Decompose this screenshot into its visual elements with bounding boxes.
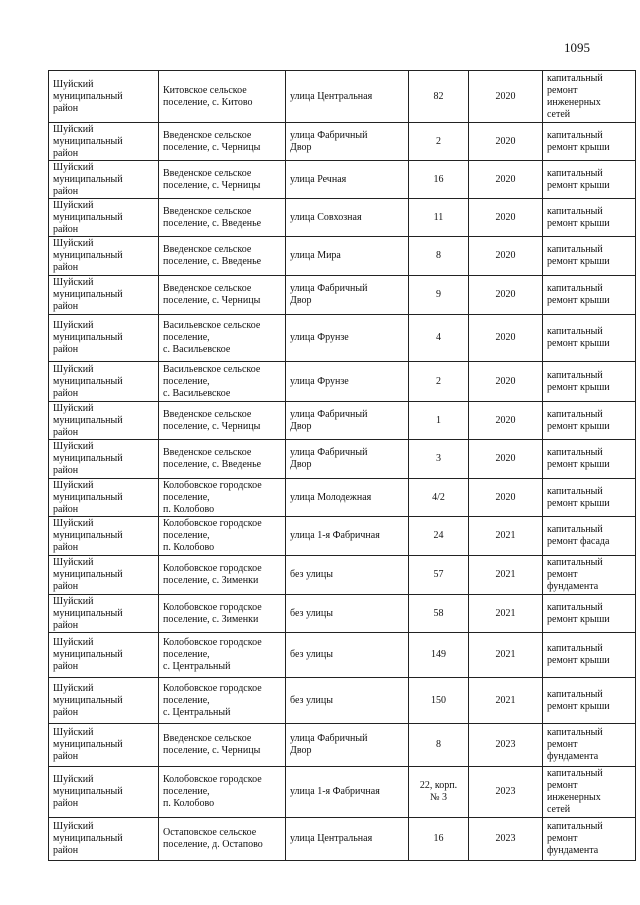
house-number-cell: 4/2 (409, 479, 469, 517)
settlement-cell: Введенское сельское поселение, с. Черницы (159, 123, 286, 161)
repair-schedule-table (48, 70, 636, 861)
street-cell: улица Фабричный Двор (286, 724, 409, 767)
work-type-cell: капитальный ремонт крыши (543, 479, 636, 517)
settlement-cell: Колобовское городское поселение, с. Зименки (159, 595, 286, 633)
work-type-cell: капитальный ремонт крыши (543, 276, 636, 315)
street-cell: улица 1-я Фабричная (286, 517, 409, 556)
district-cell: Шуйский муниципальный район (49, 440, 159, 479)
street-cell: улица Мира (286, 237, 409, 276)
district-cell: Шуйский муниципальный район (49, 276, 159, 315)
work-type-cell: капитальный ремонт фасада (543, 517, 636, 556)
house-number-cell: 24 (409, 517, 469, 556)
house-number-cell: 1 (409, 402, 469, 440)
district-cell: Шуйский муниципальный район (49, 767, 159, 818)
street-cell: улица Центральная (286, 818, 409, 861)
work-type-cell: капитальный ремонт крыши (543, 678, 636, 724)
settlement-cell: Колобовское городское поселение, п. Колобово (159, 517, 286, 556)
street-cell: улица Молодежная (286, 479, 409, 517)
year-cell: 2020 (469, 276, 543, 315)
district-cell: Шуйский муниципальный район (49, 517, 159, 556)
house-number-cell: 22, корп. № 3 (409, 767, 469, 818)
settlement-cell: Васильевское сельское поселение, с. Васильевское (159, 362, 286, 402)
district-cell: Шуйский муниципальный район (49, 818, 159, 861)
house-number-cell: 8 (409, 724, 469, 767)
year-cell: 2021 (469, 678, 543, 724)
table-row (49, 724, 636, 767)
house-number-cell: 8 (409, 237, 469, 276)
work-type-cell: капитальный ремонт инженерных сетей (543, 767, 636, 818)
street-cell: улица Совхозная (286, 199, 409, 237)
district-cell: Шуйский муниципальный район (49, 199, 159, 237)
settlement-cell: Колобовское городское поселение, с. Зименки (159, 556, 286, 595)
house-number-cell: 9 (409, 276, 469, 315)
year-cell: 2021 (469, 595, 543, 633)
year-cell: 2021 (469, 517, 543, 556)
table-row (49, 402, 636, 440)
house-number-cell: 3 (409, 440, 469, 479)
district-cell: Шуйский муниципальный район (49, 237, 159, 276)
house-number-cell: 57 (409, 556, 469, 595)
work-type-cell: капитальный ремонт фундамента (543, 724, 636, 767)
table-row (49, 123, 636, 161)
settlement-cell: Колобовское городское поселение, с. Центральный (159, 633, 286, 678)
house-number-cell: 16 (409, 161, 469, 199)
table-row (49, 161, 636, 199)
page-number: 1095 (564, 40, 590, 55)
district-cell: Шуйский муниципальный район (49, 678, 159, 724)
district-cell: Шуйский муниципальный район (49, 315, 159, 362)
settlement-cell: Введенское сельское поселение, с. Введенье (159, 440, 286, 479)
year-cell: 2020 (469, 315, 543, 362)
year-cell: 2020 (469, 402, 543, 440)
settlement-cell: Введенское сельское поселение, с. Черницы (159, 402, 286, 440)
street-cell: без улицы (286, 678, 409, 724)
work-type-cell: капитальный ремонт крыши (543, 402, 636, 440)
house-number-cell: 11 (409, 199, 469, 237)
work-type-cell: капитальный ремонт крыши (543, 362, 636, 402)
street-cell: улица Фрунзе (286, 315, 409, 362)
street-cell: улица Фабричный Двор (286, 402, 409, 440)
work-type-cell: капитальный ремонт крыши (543, 440, 636, 479)
table-row (49, 276, 636, 315)
district-cell: Шуйский муниципальный район (49, 362, 159, 402)
street-cell: улица Фабричный Двор (286, 440, 409, 479)
work-type-cell: капитальный ремонт крыши (543, 237, 636, 276)
street-cell: улица 1-я Фабричная (286, 767, 409, 818)
year-cell: 2020 (469, 237, 543, 276)
settlement-cell: Введенское сельское поселение, с. Введенье (159, 237, 286, 276)
table-row (49, 633, 636, 678)
settlement-cell: Колобовское городское поселение, п. Колобово (159, 479, 286, 517)
house-number-cell: 58 (409, 595, 469, 633)
work-type-cell: капитальный ремонт крыши (543, 633, 636, 678)
year-cell: 2020 (469, 123, 543, 161)
work-type-cell: капитальный ремонт крыши (543, 199, 636, 237)
district-cell: Шуйский муниципальный район (49, 479, 159, 517)
settlement-cell: Введенское сельское поселение, с. Введенье (159, 199, 286, 237)
year-cell: 2020 (469, 479, 543, 517)
district-cell: Шуйский муниципальный район (49, 595, 159, 633)
year-cell: 2021 (469, 556, 543, 595)
house-number-cell: 149 (409, 633, 469, 678)
street-cell: без улицы (286, 633, 409, 678)
street-cell: улица Речная (286, 161, 409, 199)
settlement-cell: Васильевское сельское поселение, с. Васильевское (159, 315, 286, 362)
year-cell: 2023 (469, 767, 543, 818)
settlement-cell: Колобовское городское поселение, п. Колобово (159, 767, 286, 818)
district-cell: Шуйский муниципальный район (49, 633, 159, 678)
table-row (49, 818, 636, 861)
table-row (49, 767, 636, 818)
street-cell: без улицы (286, 556, 409, 595)
table-row (49, 479, 636, 517)
table-row (49, 199, 636, 237)
house-number-cell: 82 (409, 71, 469, 123)
work-type-cell: капитальный ремонт крыши (543, 123, 636, 161)
settlement-cell: Введенское сельское поселение, с. Черницы (159, 161, 286, 199)
settlement-cell: Остаповское сельское поселение, д. Остапово (159, 818, 286, 861)
year-cell: 2020 (469, 362, 543, 402)
settlement-cell: Введенское сельское поселение, с. Черницы (159, 276, 286, 315)
table-row (49, 517, 636, 556)
year-cell: 2020 (469, 71, 543, 123)
work-type-cell: капитальный ремонт фундамента (543, 556, 636, 595)
district-cell: Шуйский муниципальный район (49, 123, 159, 161)
table-row (49, 440, 636, 479)
year-cell: 2023 (469, 724, 543, 767)
year-cell: 2020 (469, 199, 543, 237)
year-cell: 2023 (469, 818, 543, 861)
work-type-cell: капитальный ремонт крыши (543, 595, 636, 633)
table-row (49, 237, 636, 276)
work-type-cell: капитальный ремонт фундамента (543, 818, 636, 861)
year-cell: 2021 (469, 633, 543, 678)
work-type-cell: капитальный ремонт крыши (543, 161, 636, 199)
district-cell: Шуйский муниципальный район (49, 724, 159, 767)
house-number-cell: 16 (409, 818, 469, 861)
year-cell: 2020 (469, 440, 543, 479)
house-number-cell: 150 (409, 678, 469, 724)
street-cell: улица Фабричный Двор (286, 123, 409, 161)
settlement-cell: Введенское сельское поселение, с. Черницы (159, 724, 286, 767)
table-row (49, 595, 636, 633)
table-row (49, 556, 636, 595)
street-cell: улица Центральная (286, 71, 409, 123)
table-row (49, 71, 636, 123)
settlement-cell: Колобовское городское поселение, с. Центральный (159, 678, 286, 724)
district-cell: Шуйский муниципальный район (49, 402, 159, 440)
table-row (49, 362, 636, 402)
district-cell: Шуйский муниципальный район (49, 161, 159, 199)
settlement-cell: Китовское сельское поселение, с. Китово (159, 71, 286, 123)
district-cell: Шуйский муниципальный район (49, 556, 159, 595)
table-row (49, 315, 636, 362)
work-type-cell: капитальный ремонт крыши (543, 315, 636, 362)
table-body (49, 71, 636, 861)
house-number-cell: 2 (409, 362, 469, 402)
house-number-cell: 2 (409, 123, 469, 161)
street-cell: без улицы (286, 595, 409, 633)
street-cell: улица Фабричный Двор (286, 276, 409, 315)
house-number-cell: 4 (409, 315, 469, 362)
work-type-cell: капитальный ремонт инженерных сетей (543, 71, 636, 123)
district-cell: Шуйский муниципальный район (49, 71, 159, 123)
table-row (49, 678, 636, 724)
street-cell: улица Фрунзе (286, 362, 409, 402)
year-cell: 2020 (469, 161, 543, 199)
